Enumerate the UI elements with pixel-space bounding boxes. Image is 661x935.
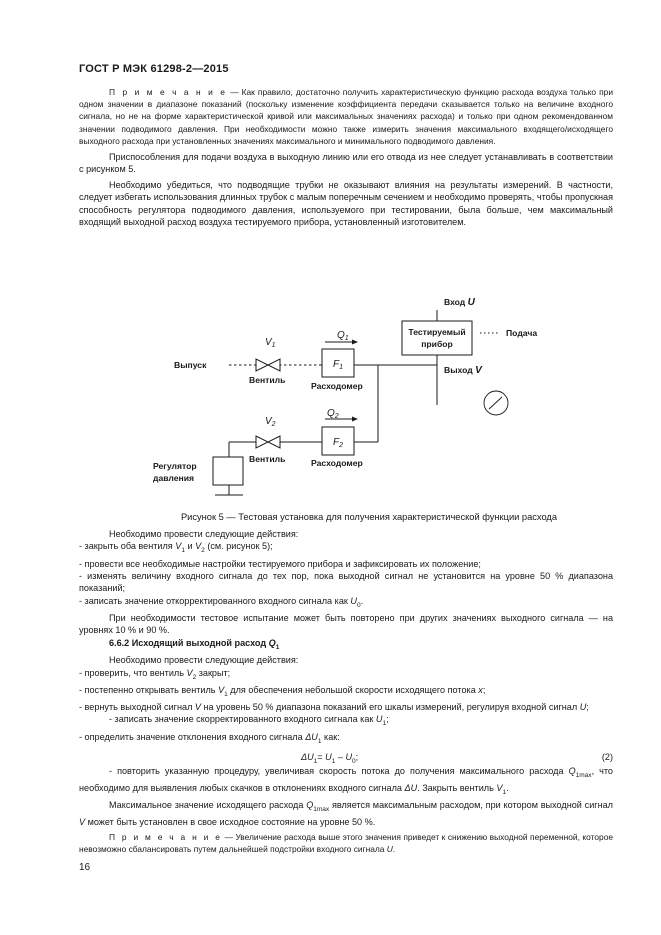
step-close-valves: - закрыть оба вентиля $V_1$ и $V_2$ (см. рисунок 5); — [79, 541, 273, 555]
step-adjust-input: - изменять величину входного сигнала до тех пор, пока выходной сигнал не установится на уровне 50 % диапазона показаний; — [79, 571, 613, 594]
regulator-label-line1: Регулятор — [153, 461, 197, 471]
valve-v1-symbol: $V_1$ — [265, 337, 276, 349]
paragraph-fixtures: Приспособления для подачи воздуха в выходную линию или его отвода из нее следует устанавливать в соответствии с рисунком 5. — [79, 152, 613, 175]
note-2: П р и м е ч а н и е — Увеличение расхода выше этого значения приведет к снижению выходной переменной, которое невозможно сбалансировать путем дальнейшей подстройки входного сигнала U. — [79, 831, 614, 855]
supply-label: Подача — [506, 328, 538, 338]
regulator-label-line2: давления — [153, 473, 195, 483]
output-label: Выход V — [444, 365, 482, 376]
pressure-regulator-box — [213, 457, 243, 485]
flowmeter-f1-symbol: $F_1$ — [333, 359, 344, 371]
device-label-line1: Тестируемый — [408, 327, 466, 337]
paragraph-repeat-test: При необходимости тестовое испытание может быть повторено при других значениях выходного сигнала — на уровнях 10 % и 90 %. — [79, 613, 613, 636]
valve-v2-icon — [256, 436, 268, 448]
equation-2-formula: $\Delta U_1= U_1 - U_0$; — [301, 751, 359, 765]
flowmeter-f2-symbol: $F_2$ — [333, 437, 344, 449]
gauge-needle-icon — [489, 397, 502, 409]
valve-v2-label: Вентиль — [249, 454, 286, 464]
flowmeter-1-label: Расходомер — [311, 381, 363, 391]
step-record-u0: - записать значение откорректированного входного сигнала как $U_0$. — [79, 595, 364, 609]
figure-5-diagram — [0, 285, 661, 510]
paragraph-tubes: Необходимо убедиться, что подводящие трубки не оказывают влияния на результаты измерений. В частности, следует избегать использования длинных трубок с малым поперечным сечением и необходимо проверять, чтобы пропускная способность регулятора подводимого давления, используемого при тестировании, была больше, чем максимальный входящий выходной расход воздуха тестируемого прибора, установленный изготовителем. — [79, 179, 613, 228]
steps-intro: Необходимо провести следующие действия: — [109, 529, 299, 539]
note-1 — [79, 86, 613, 147]
paragraph-repeat-procedure: - повторить указанную процедуру, увеличивая скорость потока до получения максимального расхода $Q_{1max}$, что необходимо для выявления любых скачков в отклонениях входного сигнала ΔU. Закрыть вентиль $V_1$. — [79, 765, 613, 796]
valve-v2-symbol: $V_2$ — [265, 416, 276, 428]
flow-q1-symbol: $Q_1$ — [337, 330, 349, 342]
exhaust-label: Выпуск — [174, 360, 207, 370]
equation-2-number: (2) — [601, 751, 613, 762]
flowmeter-2-label: Расходомер — [311, 458, 363, 468]
note-2-label: П р и м е ч а н и е — [109, 831, 223, 842]
equation-2 — [79, 751, 613, 764]
step2-open-valve: - постепенно открывать вентиль $V_1$ для обеспечения небольшой скорости исходящего потока x; — [79, 684, 486, 698]
section-6-6-2-title: 6.6.2 Исходящий выходной расход $Q_1$ — [109, 637, 280, 651]
page-header-title: ГОСТ Р МЭК 61298-2—2015 — [79, 63, 229, 75]
step-setup-device: - провести все необходимые настройки тестируемого прибора и зафиксировать их положение; — [79, 558, 481, 569]
valve-v1-icon — [256, 359, 268, 371]
page-number: 16 — [79, 862, 91, 873]
note-1-text: — Как правило, достаточно получить характеристическую функцию расхода воздуха только при одном значении в диапазоне показаний (поскольку изменение коэффициента передачи сказывается только на величине входного сигнала, но не на форме характеристической кривой или максимальных значениях расхода) и только при одном рекомендованном значении подводимого давления. При необходимости можно также измерить значения максимального входящего/исходящего выходного расхода при установленных значениях максимального и минимального подводимого давления. — [79, 87, 613, 146]
valve-v1-icon-right — [268, 359, 280, 371]
flow-q2-arrowhead-icon — [352, 417, 358, 422]
step2-deviation: - определить значение отклонения входного сигнала $\Delta U_1$ как: — [79, 731, 340, 745]
flow-q2-symbol: $Q_2$ — [327, 408, 339, 420]
paragraph-max-flow: Максимальное значение исходящего расхода $Q_{1max}$ является максимальным расходом, при котором выходной сигнал V может быть установлен в свое исходное состояние на уровне 50 %. — [79, 800, 613, 828]
figure-5-caption: Рисунок 5 — Тестовая установка для получения характеристической функции расхода — [180, 512, 558, 522]
note-1-label: П р и м е ч а н и е — [109, 87, 228, 97]
step2-record-u1: - записать значение скорректированного входного сигнала как $U_1$; — [109, 714, 389, 728]
valve-v1-label: Вентиль — [249, 375, 286, 385]
device-label-line2: прибор — [421, 339, 453, 349]
step2-return-output: - вернуть выходной сигнал V на уровень 50 % диапазона показаний его шкалы измерений, регулируя входной сигнал U; — [79, 701, 589, 712]
step2-check-valve: - проверить, что вентиль $V_2$ закрыт; — [79, 667, 231, 681]
top-text-block — [79, 86, 613, 228]
valve-v2-icon-right — [268, 436, 280, 448]
flow-q1-arrowhead-icon — [352, 340, 358, 345]
input-label: Вход U — [444, 297, 475, 308]
steps2-intro: Необходимо провести следующие действия: — [109, 655, 299, 666]
lower-text-block — [79, 528, 613, 855]
